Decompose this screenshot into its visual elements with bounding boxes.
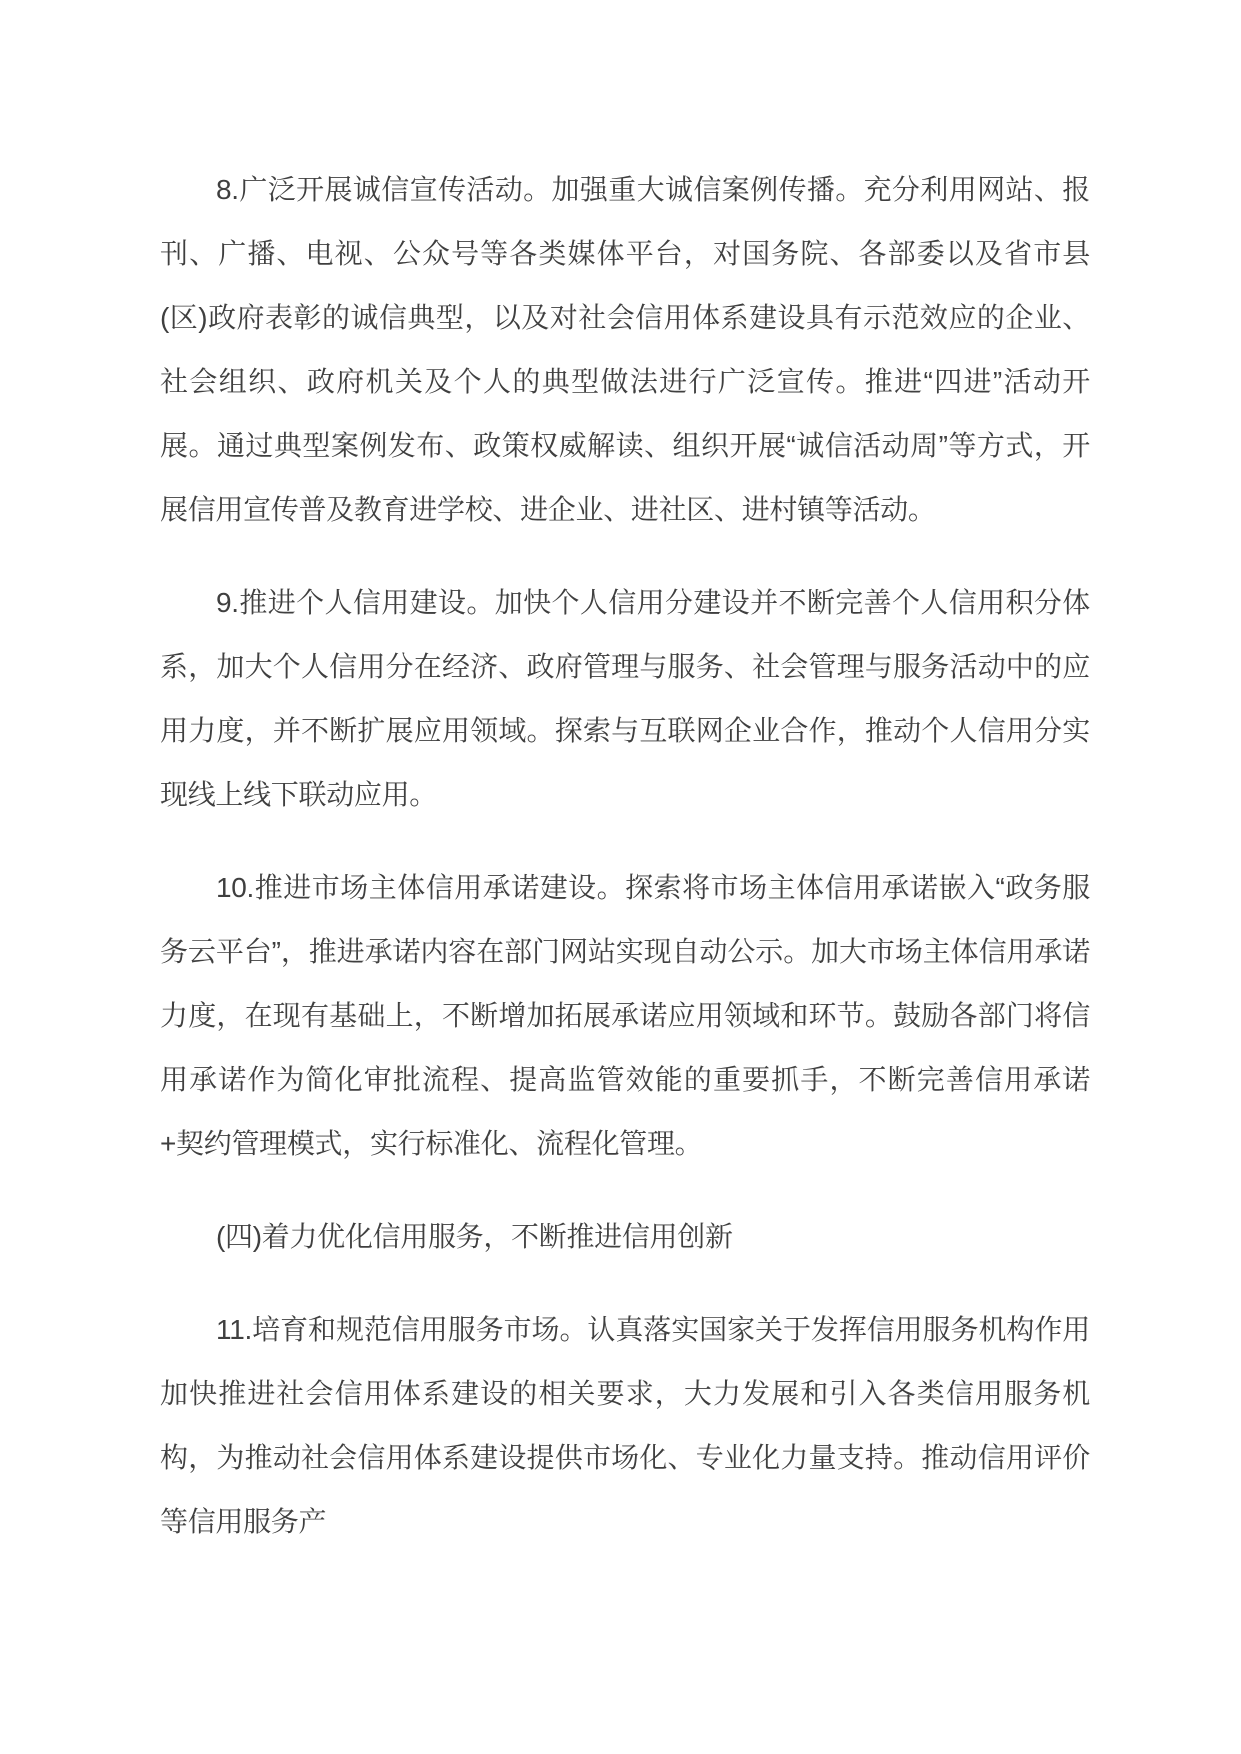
paragraph-item-10: 10.推进市场主体信用承诺建设。探索将市场主体信用承诺嵌入“政务服务云平台”，推进承诺内容在部门网站实现自动公示。加大市场主体信用承诺力度，在现有基础上，不断增加拓展承诺应用领域和环节。鼓励各部门将信用承诺作为简化审批流程、提高监管效能的重要抓手，不断完善信用承诺+契约管理模式，实行标准化、流程化管理。 bbox=[160, 872, 1090, 1159]
paragraph-item-9: 9.推进个人信用建设。加快个人信用分建设并不断完善个人信用积分体系，加大个人信用分在经济、政府管理与服务、社会管理与服务活动中的应用力度，并不断扩展应用领域。探索与互联网企业合作，推动个人信用分实现线上线下联动应用。 bbox=[160, 587, 1090, 810]
paragraph-item-11: 11.培育和规范信用服务市场。认真落实国家关于发挥信用服务机构作用加快推进社会信用体系建设的相关要求，大力发展和引入各类信用服务机构，为推动社会信用体系建设提供市场化、专业化力量支持。推动信用评价等信用服务产 bbox=[160, 1314, 1090, 1537]
paragraph-item-8: 8.广泛开展诚信宣传活动。加强重大诚信案例传播。充分利用网站、报刊、广播、电视、公众号等各类媒体平台，对国务院、各部委以及省市县(区)政府表彰的诚信典型，以及对社会信用体系建设具有示范效应的企业、社会组织、政府机关及个人的典型做法进行广泛宣传。推进“四进”活动开展。通过典型案例发布、政策权威解读、组织开展“诚信活动周”等方式，开展信用宣传普及教育进学校、进企业、进社区、进村镇等活动。 bbox=[160, 174, 1090, 525]
section-heading-4: (四)着力优化信用服务，不断推进信用创新 bbox=[216, 1221, 733, 1252]
